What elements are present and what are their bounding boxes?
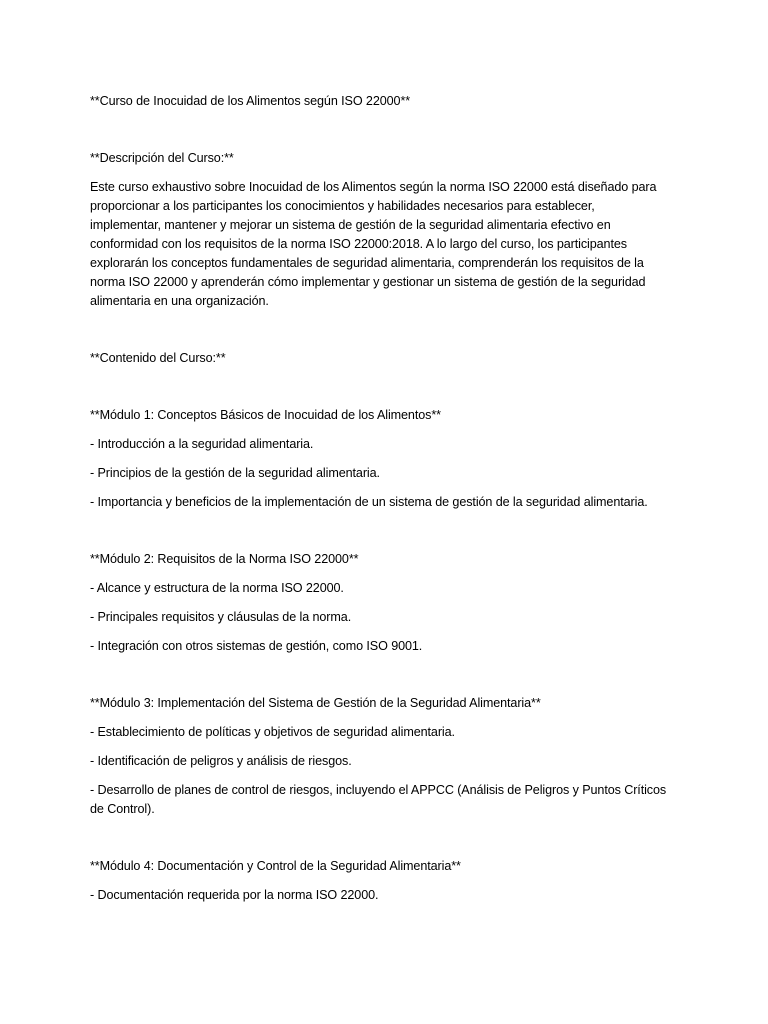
content-heading: **Contenido del Curso:** xyxy=(90,351,226,365)
module-section xyxy=(90,406,670,512)
list-item: - Identificación de peligros y análisis de riesgos. xyxy=(90,754,352,768)
description-line: norma ISO 22000 y aprenderán cómo implementar y gestionar un sistema de gestión de la seguridad xyxy=(90,275,646,289)
description-line: alimentaria en una organización. xyxy=(90,294,269,308)
module-section xyxy=(90,550,670,656)
module-title: **Módulo 2: Requisitos de la Norma ISO 22000** xyxy=(90,552,359,566)
description-line: explorarán los conceptos fundamentales de seguridad alimentaria, comprenderán los requisitos de la xyxy=(90,256,644,270)
list-item: - Integración con otros sistemas de gestión, como ISO 9001. xyxy=(90,639,423,653)
description-line: conformidad con los requisitos de la norma ISO 22000:2018. A lo largo del curso, los participantes xyxy=(90,237,627,251)
list-item: - Establecimiento de políticas y objetivos de seguridad alimentaria. xyxy=(90,725,455,739)
description-line: implementar, mantener y mejorar un sistema de gestión de la seguridad alimentaria efectivo en xyxy=(90,218,611,232)
list-item: - Principales requisitos y cláusulas de la norma. xyxy=(90,610,352,624)
list-item: - Alcance y estructura de la norma ISO 22000. xyxy=(90,581,344,595)
list-item: - Introducción a la seguridad alimentaria. xyxy=(90,437,314,451)
list-item: - Documentación requerida por la norma ISO 22000. xyxy=(90,888,379,902)
module-section xyxy=(90,857,670,905)
description-heading: **Descripción del Curso:** xyxy=(90,151,234,165)
module-title: **Módulo 1: Conceptos Básicos de Inocuidad de los Alimentos** xyxy=(90,408,441,422)
list-item: - Principios de la gestión de la seguridad alimentaria. xyxy=(90,466,380,480)
list-item xyxy=(90,781,670,819)
description-line: proporcionar a los participantes los conocimientos y habilidades necesarios para establecer, xyxy=(90,199,595,213)
module-title: **Módulo 3: Implementación del Sistema de Gestión de la Seguridad Alimentaria** xyxy=(90,696,541,710)
document-title: **Curso de Inocuidad de los Alimentos según ISO 22000** xyxy=(90,94,411,108)
document-page xyxy=(90,92,670,905)
module-section xyxy=(90,694,670,819)
list-item-line: de Control). xyxy=(90,802,155,816)
list-item-line: - Desarrollo de planes de control de riesgos, incluyendo el APPCC (Análisis de Peligros y Puntos Críticos xyxy=(90,783,667,797)
description-line: Este curso exhaustivo sobre Inocuidad de los Alimentos según la norma ISO 22000 está diseñado para xyxy=(90,180,657,194)
module-title: **Módulo 4: Documentación y Control de la Seguridad Alimentaria** xyxy=(90,859,461,873)
list-item: - Importancia y beneficios de la implementación de un sistema de gestión de la seguridad alimentaria. xyxy=(90,495,648,509)
description-paragraph xyxy=(90,178,670,311)
